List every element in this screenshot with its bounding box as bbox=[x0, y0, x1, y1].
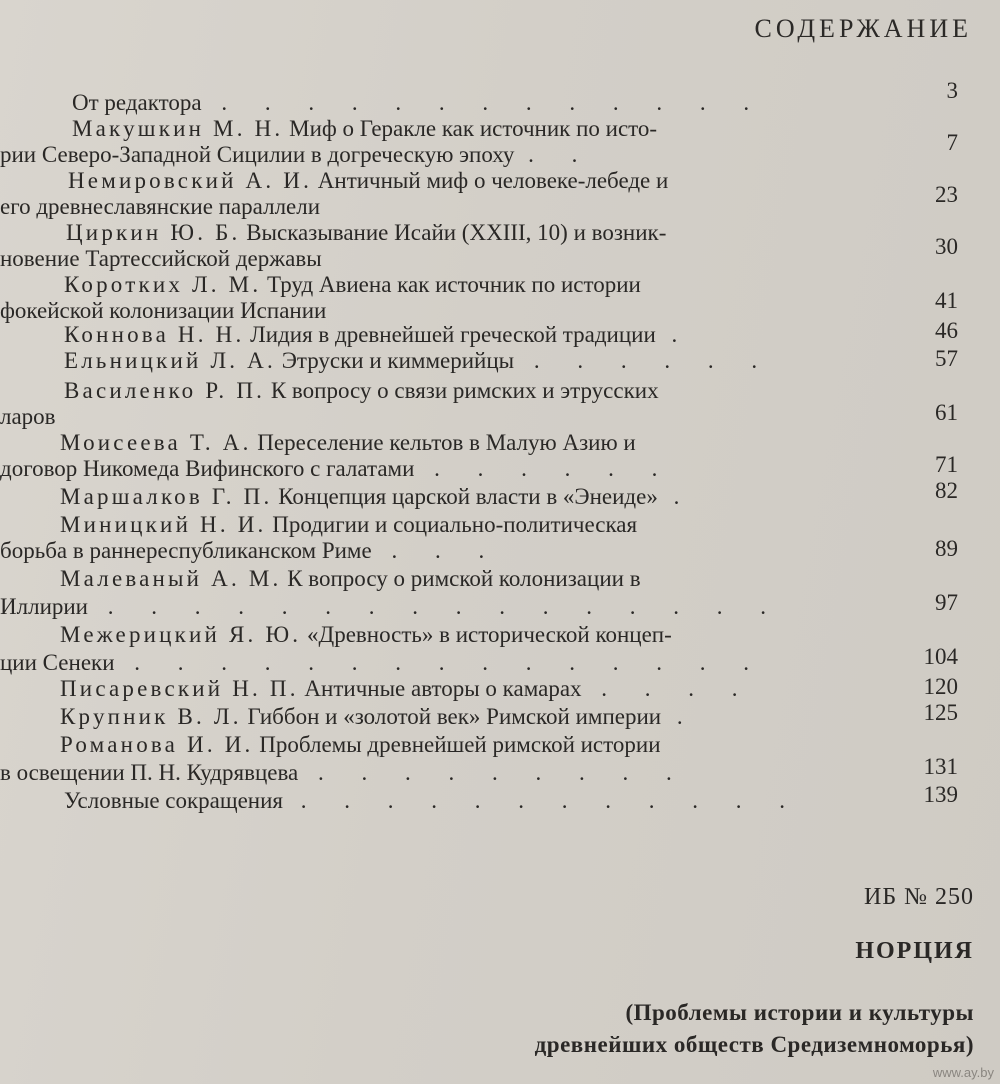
toc-entry-9-page: 82 bbox=[935, 478, 958, 503]
toc-entry-7-page: 61 bbox=[935, 400, 958, 425]
toc-entry-author: Миницкий Н. И. bbox=[60, 512, 267, 537]
leader-dots: . bbox=[671, 322, 694, 347]
leader-dots: . . . bbox=[391, 538, 501, 563]
toc-entry-11-line1 bbox=[60, 566, 641, 592]
toc-entry-12-line2 bbox=[0, 650, 765, 676]
leader-dots: . . . . . . . . . . . . . . . bbox=[134, 650, 766, 675]
toc-entry-2-line1 bbox=[68, 168, 668, 194]
toc-entry-6-page: 57 bbox=[935, 346, 958, 371]
toc-entry-4-line1 bbox=[64, 272, 641, 298]
toc-entry-title: Гиббон и «золотой век» Римской империи bbox=[241, 704, 662, 729]
toc-entry-author: Коротких Л. М. bbox=[64, 272, 262, 297]
watermark: www.ay.by bbox=[932, 1065, 994, 1080]
toc-entry-title-cont: борьба в раннереспубликанском Риме bbox=[0, 538, 372, 563]
toc-entry-author: Маршалков Г. П. bbox=[60, 484, 273, 509]
toc-entry-2-page: 23 bbox=[935, 182, 958, 207]
toc-entry-3-line1 bbox=[66, 220, 666, 246]
toc-entry-title: Лидия в древнейшей греческой традиции bbox=[244, 322, 656, 347]
toc-entry-author: Коннова Н. Н. bbox=[64, 322, 245, 347]
toc-entry-title: Труд Авиена как источник по истории bbox=[261, 272, 641, 297]
toc-entry-15-line1 bbox=[60, 732, 661, 758]
toc-entry-14-line1 bbox=[60, 704, 699, 730]
toc-entry-2-line2 bbox=[0, 194, 320, 220]
toc-entry-title-cont: в освещении П. Н. Кудрявцева bbox=[0, 760, 299, 785]
toc-entry-title: К вопросу о связи римских и этрусских bbox=[265, 378, 659, 403]
toc-entry-title-cont: его древнеславянские параллели bbox=[0, 194, 321, 219]
book-title: НОРЦИЯ bbox=[855, 938, 974, 964]
toc-entry-title: Проблемы древнейшей римской истории bbox=[253, 732, 661, 757]
toc-entry-title-cont: ции Сенеки bbox=[0, 650, 115, 675]
toc-entry-8-page: 71 bbox=[935, 452, 958, 477]
book-subtitle-line1: (Проблемы истории и культуры bbox=[625, 1000, 974, 1025]
toc-entry-title: Миф о Геракле как источник по исто- bbox=[283, 116, 658, 141]
toc-entry-author: Макушкин М. Н. bbox=[72, 116, 284, 141]
toc-entry-author: Писаревский Н. П. bbox=[60, 676, 299, 701]
publisher-number: ИБ № 250 bbox=[863, 884, 974, 910]
leader-dots: . . . . . . bbox=[434, 456, 674, 481]
contents-heading: СОДЕРЖАНИЕ bbox=[754, 14, 972, 43]
toc-entry-15-line2 bbox=[0, 760, 688, 786]
toc-entry-7-line2 bbox=[0, 404, 56, 430]
toc-entry-title: К вопросу о римской колонизации в bbox=[281, 566, 641, 591]
toc-entry-6-line1 bbox=[64, 348, 773, 374]
toc-entry-5-line1 bbox=[64, 322, 693, 348]
toc-entry-title: Продигии и социально-политическая bbox=[266, 512, 638, 537]
toc-entry-title-cont: фокейской колонизации Испании bbox=[0, 298, 327, 323]
toc-entry-10-page: 89 bbox=[935, 536, 958, 561]
toc-entry-title: Высказывание Исайи (XXIII, 10) и возник- bbox=[240, 220, 667, 245]
toc-entry-1-line2 bbox=[0, 142, 593, 168]
toc-entry-3-line2 bbox=[0, 246, 322, 272]
toc-entry-9-line1 bbox=[60, 484, 695, 510]
leader-dots: . bbox=[673, 484, 696, 509]
toc-entry-4-page: 41 bbox=[935, 288, 958, 313]
toc-entry-11-line2 bbox=[0, 594, 782, 620]
toc-entry-12-line1 bbox=[60, 622, 672, 648]
toc-entry-5-page: 46 bbox=[935, 318, 958, 343]
toc-entry-title: Переселение кельтов в Малую Азию и bbox=[251, 430, 636, 455]
toc-entry-12-page: 104 bbox=[923, 644, 958, 669]
book-subtitle-line2: древнейших обществ Средиземноморья) bbox=[534, 1032, 974, 1057]
toc-entry-14-page: 125 bbox=[923, 700, 958, 725]
toc-entry-title-cont: новение Тартессийской державы bbox=[0, 246, 322, 271]
toc-entry-author: Межерицкий Я. Ю. bbox=[60, 622, 302, 647]
toc-entry-3-page: 30 bbox=[935, 234, 958, 259]
leader-dots: . . . . . . . . . . . . . . . . bbox=[107, 594, 782, 619]
toc-entry-author: Моисеева Т. А. bbox=[60, 430, 252, 455]
toc-entry-title: Этруски и киммерийцы bbox=[275, 348, 515, 373]
toc-entry-title-cont: рии Северо-Западной Сицилии в догреческую эпоху bbox=[0, 142, 515, 167]
leader-dots: . . bbox=[528, 142, 594, 167]
toc-entry-author: Крупник В. Л. bbox=[60, 704, 242, 729]
toc-entry-16-page: 139 bbox=[923, 782, 958, 807]
toc-entry-1-line1 bbox=[72, 116, 657, 142]
toc-entry-0-line1 bbox=[72, 90, 765, 116]
toc-entry-title-cont: ларов bbox=[0, 404, 56, 429]
leader-dots: . . . . . . bbox=[533, 348, 774, 373]
toc-entry-title: Концепция царской власти в «Энеиде» bbox=[272, 484, 658, 509]
toc-entry-0-page: 3 bbox=[946, 78, 958, 103]
toc-entry-10-line1 bbox=[60, 512, 637, 538]
leader-dots: . . . . . . . . . bbox=[317, 760, 688, 785]
toc-entry-author: Немировский А. И. bbox=[68, 168, 313, 193]
toc-entry-1-page: 7 bbox=[946, 130, 958, 155]
toc-entry-4-line2 bbox=[0, 298, 326, 324]
toc-entry-title: Античные авторы о камарах bbox=[298, 676, 582, 701]
toc-entry-13-page: 120 bbox=[923, 674, 958, 699]
leader-dots: . bbox=[676, 704, 699, 729]
toc-entry-author: Циркин Ю. Б. bbox=[66, 220, 241, 245]
toc-entry-11-page: 97 bbox=[935, 590, 958, 615]
toc-entry-16-line1 bbox=[64, 788, 801, 814]
toc-entry-title: «Древность» в исторической концеп- bbox=[301, 622, 672, 647]
toc-entry-author: Василенко Р. П. bbox=[64, 378, 266, 403]
toc-entry-author: Романова И. И. bbox=[60, 732, 254, 757]
leader-dots: . . . . . . . . . . . . . bbox=[221, 90, 766, 115]
toc-entry-author: Малеваный А. М. bbox=[60, 566, 282, 591]
toc-entry-8-line2 bbox=[0, 456, 673, 482]
toc-entry-title: От редактора bbox=[72, 90, 202, 115]
toc-entry-title: Античный миф о человеке-лебеде и bbox=[312, 168, 669, 193]
toc-entry-7-line1 bbox=[64, 378, 659, 404]
toc-entry-10-line2 bbox=[0, 538, 500, 564]
toc-entry-15-page: 131 bbox=[923, 754, 958, 779]
toc-entry-title-cont: Иллирии bbox=[0, 594, 88, 619]
toc-entry-13-line1 bbox=[60, 676, 754, 702]
leader-dots: . . . . . . . . . . . . bbox=[300, 788, 801, 813]
toc-entry-title: Условные сокращения bbox=[64, 788, 283, 813]
leader-dots: . . . . bbox=[601, 676, 754, 701]
toc-entry-author: Ельницкий Л. А. bbox=[64, 348, 276, 373]
toc-entry-8-line1 bbox=[60, 430, 636, 456]
toc-entry-title-cont: договор Никомеда Вифинского с галатами bbox=[0, 456, 415, 481]
